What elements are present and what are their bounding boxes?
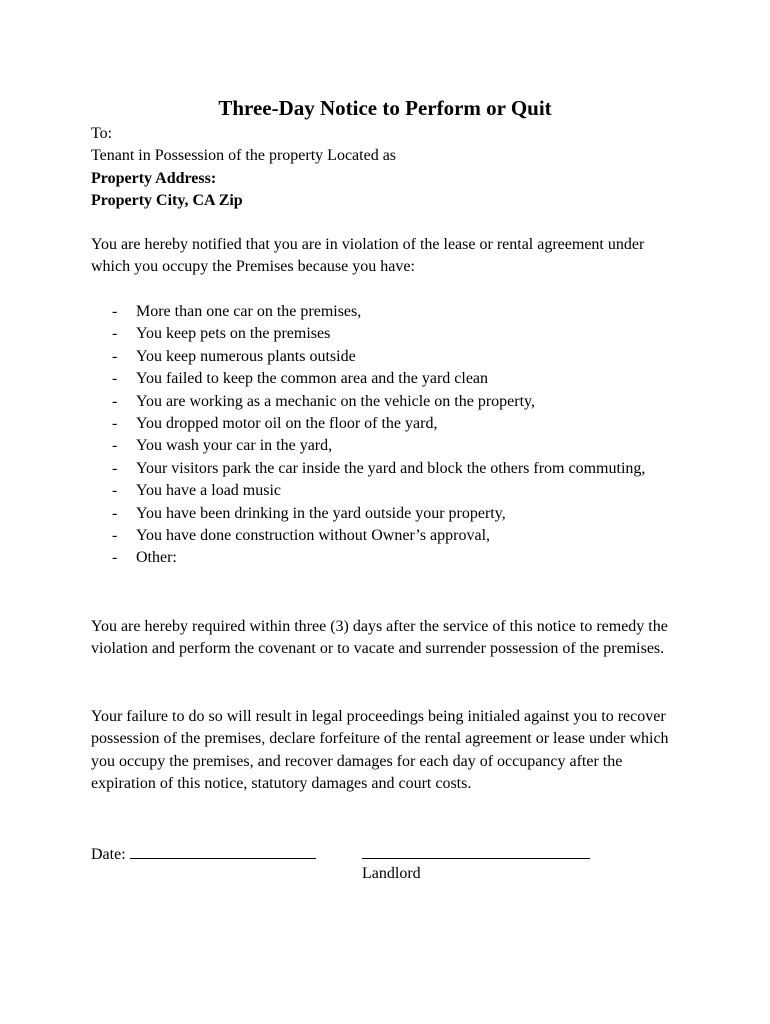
landlord-label: Landlord (362, 865, 421, 882)
list-item: - Your visitors park the car inside the yard and block the others from commuting, (112, 458, 652, 480)
list-item: - You keep pets on the premises (112, 323, 652, 345)
dash-marker: - (112, 437, 118, 455)
dash-marker: - (112, 549, 118, 567)
consequence-paragraph: Your failure to do so will result in legal proceedings being initialed against you to recover possession of the premises, declare forfeiture of the rental agreement or lease under which you occupy the premises, and recover damages for each day of occupancy after the expiration of this notice, statutory damages and court costs. (91, 708, 669, 793)
dash-marker: - (112, 504, 118, 522)
list-item: - You keep numerous plants outside (112, 346, 652, 368)
dash-marker: - (112, 325, 118, 343)
landlord-signature (362, 842, 590, 885)
list-item: - Other: (112, 547, 652, 569)
intro-paragraph: You are hereby notified that you are in violation of the lease or rental agreement under which you occupy the Premises because you have: (91, 236, 645, 276)
dash-marker: - (112, 415, 118, 433)
landlord-signature-line[interactable] (362, 842, 590, 859)
recipient-block (91, 123, 396, 213)
list-item: - You failed to keep the common area and the yard clean (112, 368, 652, 390)
list-item: - You have done construction without Owner’s approval, (112, 525, 652, 547)
to-label: To: (91, 125, 113, 142)
property-city-label: Property City, CA Zip (91, 192, 243, 210)
property-address-label: Property Address: (91, 169, 217, 187)
date-signature (91, 842, 316, 866)
document-title: Three-Day Notice to Perform or Quit (218, 96, 552, 120)
list-item: - You wash your car in the yard, (112, 435, 652, 457)
dash-marker: - (112, 527, 118, 545)
date-label: Date: (91, 846, 126, 863)
date-blank-line[interactable] (130, 842, 316, 859)
list-item: - You are working as a mechanic on the vehicle on the property, (112, 391, 652, 413)
list-item: - You have been drinking in the yard outside your property, (112, 503, 652, 525)
list-item: - You dropped motor oil on the floor of the yard, (112, 413, 652, 435)
dash-marker: - (112, 347, 118, 365)
list-item: - You have a load music (112, 480, 652, 502)
requirement-paragraph: You are hereby required within three (3) days after the service of this notice to remedy the violation and perform the covenant or to vacate and surrender possession of the premises. (91, 618, 668, 658)
dash-marker: - (112, 370, 118, 388)
list-item: - More than one car on the premises, (112, 301, 652, 323)
dash-marker: - (112, 459, 118, 477)
tenant-line: Tenant in Possession of the property Located as (91, 147, 397, 165)
dash-marker: - (112, 392, 118, 410)
dash-marker: - (112, 303, 118, 320)
violations-list (112, 301, 652, 570)
dash-marker: - (112, 482, 118, 500)
